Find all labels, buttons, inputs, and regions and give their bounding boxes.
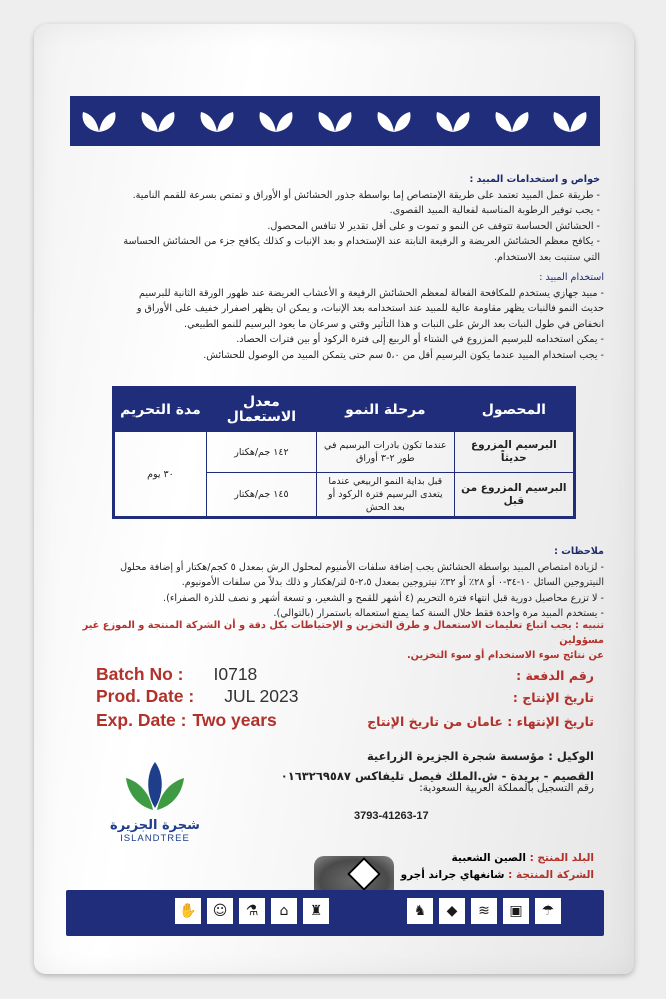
properties-line: - طريقة عمل المبيد تعتمد على طريقة الإمتصاص إما بواسطة جذور الحشائش أو الأوراق و تمتص بسرعة للقمم النامية.: [132, 189, 600, 201]
rate-cell: ١٤٥ جم/هكتار: [206, 473, 316, 517]
company-row: [401, 867, 594, 884]
properties-line: - يجب توفير الرطوبة المناسبة لفعالية المبيد القصوى.: [389, 205, 600, 216]
usage-line: انخفاض في طول النبات بعد الرش على النبات و هذا التأثير وقتي و سرعان ما يعود البرسيم للنمو الطبيعي.: [184, 318, 604, 330]
country-value: الصين الشعبية: [451, 852, 526, 864]
leaf-icon: [138, 108, 178, 134]
right-pictograms: [406, 897, 562, 925]
usage-section: [64, 270, 604, 363]
gloves-icon: ✋: [174, 897, 202, 925]
safety-pictogram-band: [66, 890, 604, 936]
crop-cell: البرسيم المزروع من قبل: [454, 473, 573, 517]
leaf-icon: [550, 108, 590, 134]
phi-cell: ٣٠ يوم: [115, 432, 207, 517]
fish-icon: ◆: [438, 897, 466, 925]
country-row: [401, 850, 594, 867]
properties-line: التي ستنبت بعد الاستخدام.: [493, 251, 600, 263]
origin-info: [401, 850, 594, 884]
batch-label: Batch No :: [96, 664, 184, 684]
left-pictograms: [174, 897, 330, 925]
table-header-row: [115, 389, 574, 432]
usage-line: - مبيد جهازي يستخدم للمكافحة الفعالة لمعظم الحشائش الرفيعة و الأعشاب العريضة عند ظهور الورقة الثانية للبرسيم: [138, 287, 604, 299]
properties-line: - يكافح معظم الحشائش العريضة و الرفيعة النابتة عند الإستخدام و بعد الإنبات و كذلك يكافح جزء من الحشائش الحساسة: [123, 236, 600, 247]
notes-line: - لزيادة امتصاص المبيد بواسطة الحشائش يجب إضافة سلفات الأمنيوم لمحلول الرش بمعدل ٥ كجم/هكتار أو إضافة محلول: [120, 561, 604, 573]
notes-line: النيتروجين السائل ١٠-٣٤-٠ أو ٢٨٪ أو ٣٢٪ نيتروجين بمعدل ٢،٥-٥ لتر/هكتار و ذلك بدلاً من سلفات الأمونيوم.: [181, 577, 604, 588]
top-leaf-banner: [70, 96, 600, 146]
notes-line: - يستخدم المبيد مرة واحدة فقط خلال السنة كما يمنع استعماله باستمرار (بالتوالي).: [273, 608, 604, 619]
notes-line: - لا تزرع محاصيل دورية قبل انتهاء فترة التحريم (٤ أشهر للقمح و الشعير، و تسعة أشهر و نصف للذرة الصفراء).: [163, 592, 604, 604]
exp-date-label: Exp. Date :: [96, 710, 187, 730]
notes-section: [64, 544, 604, 622]
header-crop: المحصول: [454, 389, 573, 432]
leaf-icon: [374, 108, 414, 134]
crop-cell: البرسيم المزروع حديثاً: [454, 432, 573, 473]
warning-note: [64, 618, 604, 663]
logo-arabic-text: شجرة الجزيرة: [110, 818, 200, 833]
agent-name: الوكيل : مؤسسة شجرة الجزيرة الزراعية: [366, 749, 594, 763]
boots-icon: ⌂: [270, 897, 298, 925]
properties-section: [70, 172, 600, 265]
child-icon: ☂: [534, 897, 562, 925]
properties-line: - الحشائش الحساسة تتوقف عن النمو و تموت و على أقل تقدير لا تنافس المحصول.: [267, 220, 600, 232]
header-growth-stage: مرحلة النمو: [316, 389, 454, 432]
usage-title: استخدام المبيد :: [539, 272, 604, 283]
mask-icon: ☺: [206, 897, 234, 925]
batch-value: I0718: [213, 664, 258, 684]
prod-date-label: Prod. Date :: [96, 686, 195, 706]
prod-date-row: [96, 686, 298, 707]
table-row: [115, 432, 574, 473]
exp-date-label-ar: تاريخ الإنتهاء : عامان من تاريخ الإنتاج: [367, 714, 594, 729]
sprayer-icon: ⚗: [238, 897, 266, 925]
leaf-icon: [433, 108, 473, 134]
prod-date-value: JUL 2023: [224, 686, 299, 706]
islandtree-logo: [100, 758, 210, 844]
prod-date-label-ar: تاريخ الإنتاج :: [512, 690, 594, 705]
animal-icon: ♞: [406, 897, 434, 925]
exp-date-row: [96, 710, 277, 731]
wash-icon: ≋: [470, 897, 498, 925]
warning-line: عن نتائج سوء الاستخدام أو سوء التخزين.: [406, 650, 604, 661]
leaf-icon: [315, 108, 355, 134]
stage-cell: قبل بداية النمو الربيعي عندما يتعدى البرسيم فترة الركود أو بعد الحش: [316, 473, 454, 517]
rate-cell: ١٤٢ جم/هكتار: [206, 432, 316, 473]
leaf-icon: [197, 108, 237, 134]
leaf-icon: [492, 108, 532, 134]
registration-label: رقم التسجيل بالمملكة العربية السعودية:: [419, 782, 594, 794]
country-label: البلد المنتج :: [529, 852, 594, 864]
logo-english-text: ISLANDTREE: [120, 833, 190, 844]
usage-line: - يجب استخدام المبيد عندما يكون البرسيم أقل من ٥،٠ سم حتى يتمكن المبيد من الوصول للحشائش.: [203, 349, 604, 361]
usage-line: حديث النمو فالنبات يظهر مقاومة عالية للمبيد عند استخدامه بعد الإنبات، و يمكن ان يظهر اصفرار خفيف على الأوراق و: [136, 303, 604, 314]
header-rate: معدل الاستعمال: [206, 389, 316, 432]
warning-line: تنبيه : يجب اتباع تعليمات الاستعمال و طرق التخزين و الإحتياطات بكل دقة و أن الشركة المنتجة و الموزع غير مسؤولين: [82, 620, 604, 646]
logo-leaves-icon: [122, 758, 188, 814]
dosage-table: [112, 386, 576, 519]
product-pouch: [34, 24, 634, 974]
suit-icon: ♜: [302, 897, 330, 925]
usage-line: - يمكن استخدامه للبرسيم المزروع في الشتاء أو الربيع إلى فترة الركود أو بين فترات الحصاد.: [236, 334, 604, 345]
company-label: الشركة المنتجة :: [508, 869, 594, 881]
batch-label-ar: رقم الدفعة :: [516, 668, 594, 683]
registration-number: 3793-41263-17: [354, 810, 429, 822]
properties-title: خواص و استخدامات المبيد :: [469, 174, 600, 185]
agent-address: القصيم - بريدة - ش.الملك فيصل تليفاكس ٠١٦٣٢٦٩٥٨٧: [280, 769, 594, 783]
store-icon: ▣: [502, 897, 530, 925]
notes-title: ملاحظات :: [554, 546, 604, 557]
header-phi: مدة التحريم: [115, 389, 207, 432]
batch-number-row: [96, 664, 257, 685]
leaf-icon: [79, 108, 119, 134]
stage-cell: عندما تكون بادرات البرسيم في طور ٢-٣ أوراق: [316, 432, 454, 473]
leaf-icon: [256, 108, 296, 134]
company-value: شانغهاي جراند أجرو: [400, 869, 505, 881]
exp-date-value: Two years: [192, 710, 277, 730]
